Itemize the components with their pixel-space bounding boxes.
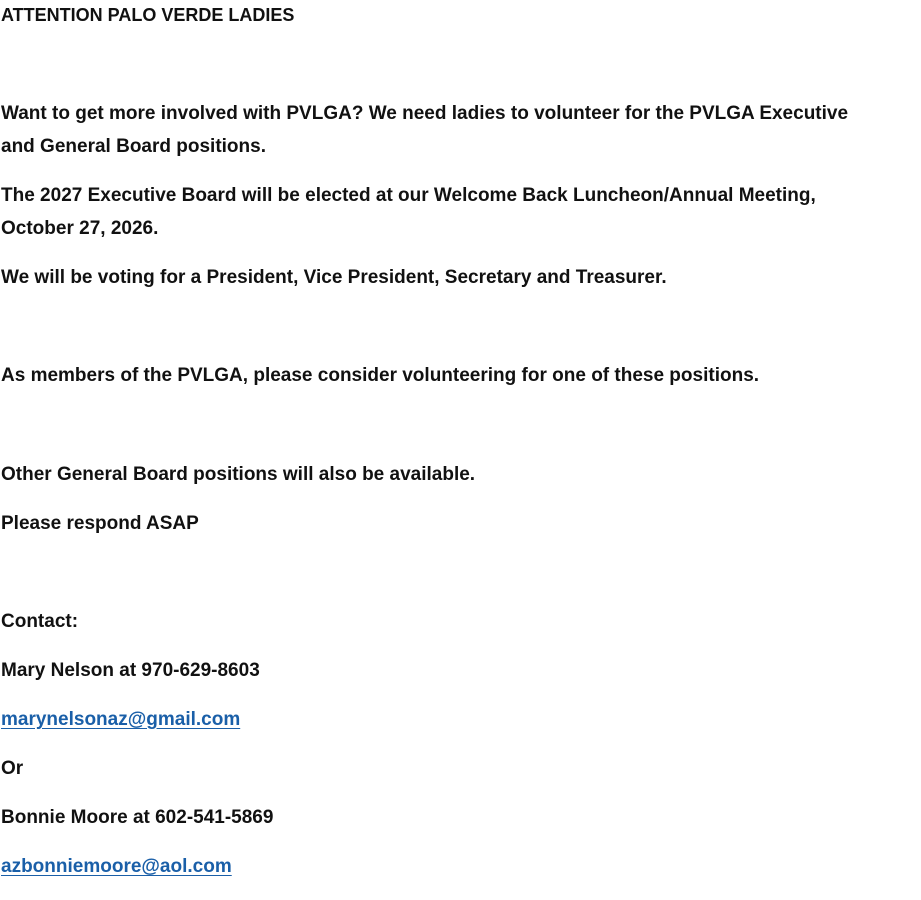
contact-heading: Contact:: [1, 611, 79, 632]
volunteer-request-text: As members of the PVLGA, please consider volunteering for one of these positions.: [1, 365, 760, 386]
contact-mary-name-phone: Mary Nelson at 970-629-8603: [1, 660, 260, 681]
contact-mary-email-line: [1, 703, 240, 736]
intro-line-2: and General Board positions.: [1, 136, 266, 157]
intro-line-1: Want to get more involved with PVLGA? We need ladies to volunteer for the PVLGA Executive: [1, 103, 849, 124]
page-title: ATTENTION PALO VERDE LADIES: [1, 5, 295, 25]
voting-positions-text: We will be voting for a President, Vice President, Secretary and Treasurer.: [1, 267, 667, 288]
other-positions-text: Other General Board positions will also be available.: [1, 464, 476, 485]
bonnie-email-link[interactable]: azbonniemoore@aol.com: [1, 856, 232, 877]
contact-separator: Or: [1, 758, 24, 779]
election-line-1: The 2027 Executive Board will be elected at our Welcome Back Luncheon/Annual Meeting,: [1, 185, 816, 206]
election-line-2: October 27, 2026.: [1, 218, 159, 239]
mary-email-link[interactable]: marynelsonaz@gmail.com: [1, 709, 241, 730]
respond-text: Please respond ASAP: [1, 513, 199, 534]
contact-bonnie-name-phone: Bonnie Moore at 602-541-5869: [1, 807, 274, 828]
contact-bonnie-email-line: [1, 850, 232, 883]
